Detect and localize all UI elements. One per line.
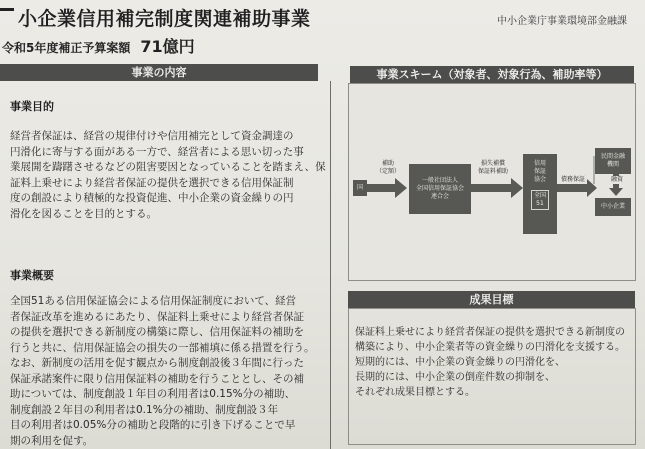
- goal-line: 短期的には、中小企業の資金繰りの円滑化を、: [355, 357, 565, 368]
- goal-panel-header: 成果目標: [348, 291, 635, 308]
- sme-box: [595, 198, 631, 216]
- title-marker: [0, 8, 14, 11]
- bank-label: 民間金融 機関: [600, 153, 625, 168]
- overview-line: 全国51ある信用保証協会による信用保証制度において、経営: [10, 295, 297, 307]
- overview-text: [10, 294, 315, 449]
- goal-panel: [348, 308, 636, 445]
- credit-guarantee-association-box: [523, 154, 557, 234]
- overview-heading: 事業概要: [10, 269, 54, 282]
- arrow-kuni-to-org: [365, 178, 407, 198]
- overview-line: の提供を選択できる新制度の構築に際し、信用保証料の補助を: [10, 326, 304, 338]
- arrow-org-to-assoc: [471, 178, 523, 198]
- scheme-panel-header: 事業スキーム（対象者、対象行為、補助率等）: [350, 66, 634, 83]
- purpose-line: 経営者保証は、経営の規律付けや信用補完として資金調達の: [10, 130, 294, 142]
- overview-line: 保証承諾案件に限り信用保証料の補助を行うこととし、その補: [10, 372, 304, 385]
- org-label: 一般社団法人 全国信用保証協会 連合会: [415, 177, 464, 200]
- assoc-count-badge: 全国 51: [531, 190, 549, 210]
- overview-line: なお、新制度の活用を促す観点から制度創設後３年間に行った: [10, 357, 304, 369]
- overview-line: 目の利用者は0.05%分の補助と段階的に引き下げることで早: [10, 419, 296, 431]
- budget-label: 令和5年度補正予算案額: [2, 41, 131, 55]
- kuni-box: [353, 180, 367, 196]
- scheme-panel: [348, 83, 636, 281]
- hojo-label: 補助 （定額）: [375, 160, 400, 175]
- loss-compensation-label: 損失補償 保証料補助: [477, 160, 508, 175]
- guarantee-label: 債務保証: [560, 176, 585, 183]
- goal-text: [355, 325, 625, 400]
- bank-box: [595, 148, 631, 174]
- purpose-line: 証料上乗せにより経営者保証の提供を選択できる信用保証制: [10, 176, 294, 189]
- goal-line: それぞれ成果目標とする。: [355, 387, 475, 398]
- purpose-line: 度の創設により積極的な投資促進、中小企業の資金繰りの円: [10, 192, 294, 204]
- purpose-line: 円滑化に寄与する面がある一方で、経営者による思い切った事: [10, 145, 304, 158]
- budget-amount: 71億円: [140, 37, 195, 56]
- purpose-text: [10, 129, 326, 222]
- page-title: 小企業信用補完制度関連補助事業: [18, 8, 311, 30]
- overview-line: 者保証改革を進めるにあたり、保証料上乗せにより経営者保証: [10, 310, 304, 323]
- overview-line: 助については、制度創設１年目の利用者は0.15%分の補助、: [10, 388, 296, 400]
- purpose-line: 滑化を図ることを目的とする。: [10, 207, 157, 220]
- overview-line: 行うと共に、信用保証協会の損失の一部補填に係る措置を行う。: [10, 341, 315, 354]
- overview-line: 期の利用を促す。: [10, 434, 94, 447]
- kuni-label: 国: [356, 184, 363, 191]
- assoc-label: 信用 保証 協会: [533, 160, 546, 183]
- goal-line: 保証料上乗せにより経営者保証の提供を選択できる新制度の: [355, 327, 625, 338]
- goal-line: 長期的には、中小企業の倒産件数の抑制を、: [355, 372, 555, 383]
- purpose-line: 業展開を躊躇させるなどの阻害要因となっていることを踏まえ、保: [10, 161, 326, 173]
- content-panel-header: 事業の内容: [0, 64, 318, 81]
- budget-line: [2, 34, 195, 57]
- sme-label: 中小企業: [600, 203, 625, 210]
- association-federation-box: [409, 164, 471, 214]
- scheme-diagram: [349, 84, 635, 280]
- purpose-heading: 事業目的: [10, 100, 54, 113]
- goal-line: 構築により、中小企業者等の資金繰りの円滑化を支援する。: [355, 342, 625, 353]
- department-label: 中小企業庁事業環境部金融課: [497, 16, 627, 27]
- content-panel: [0, 81, 331, 449]
- loan-label: 融資: [607, 176, 627, 184]
- overview-line: 制度創設２年目の利用者は0.1%分の補助、制度創設３年: [10, 403, 279, 416]
